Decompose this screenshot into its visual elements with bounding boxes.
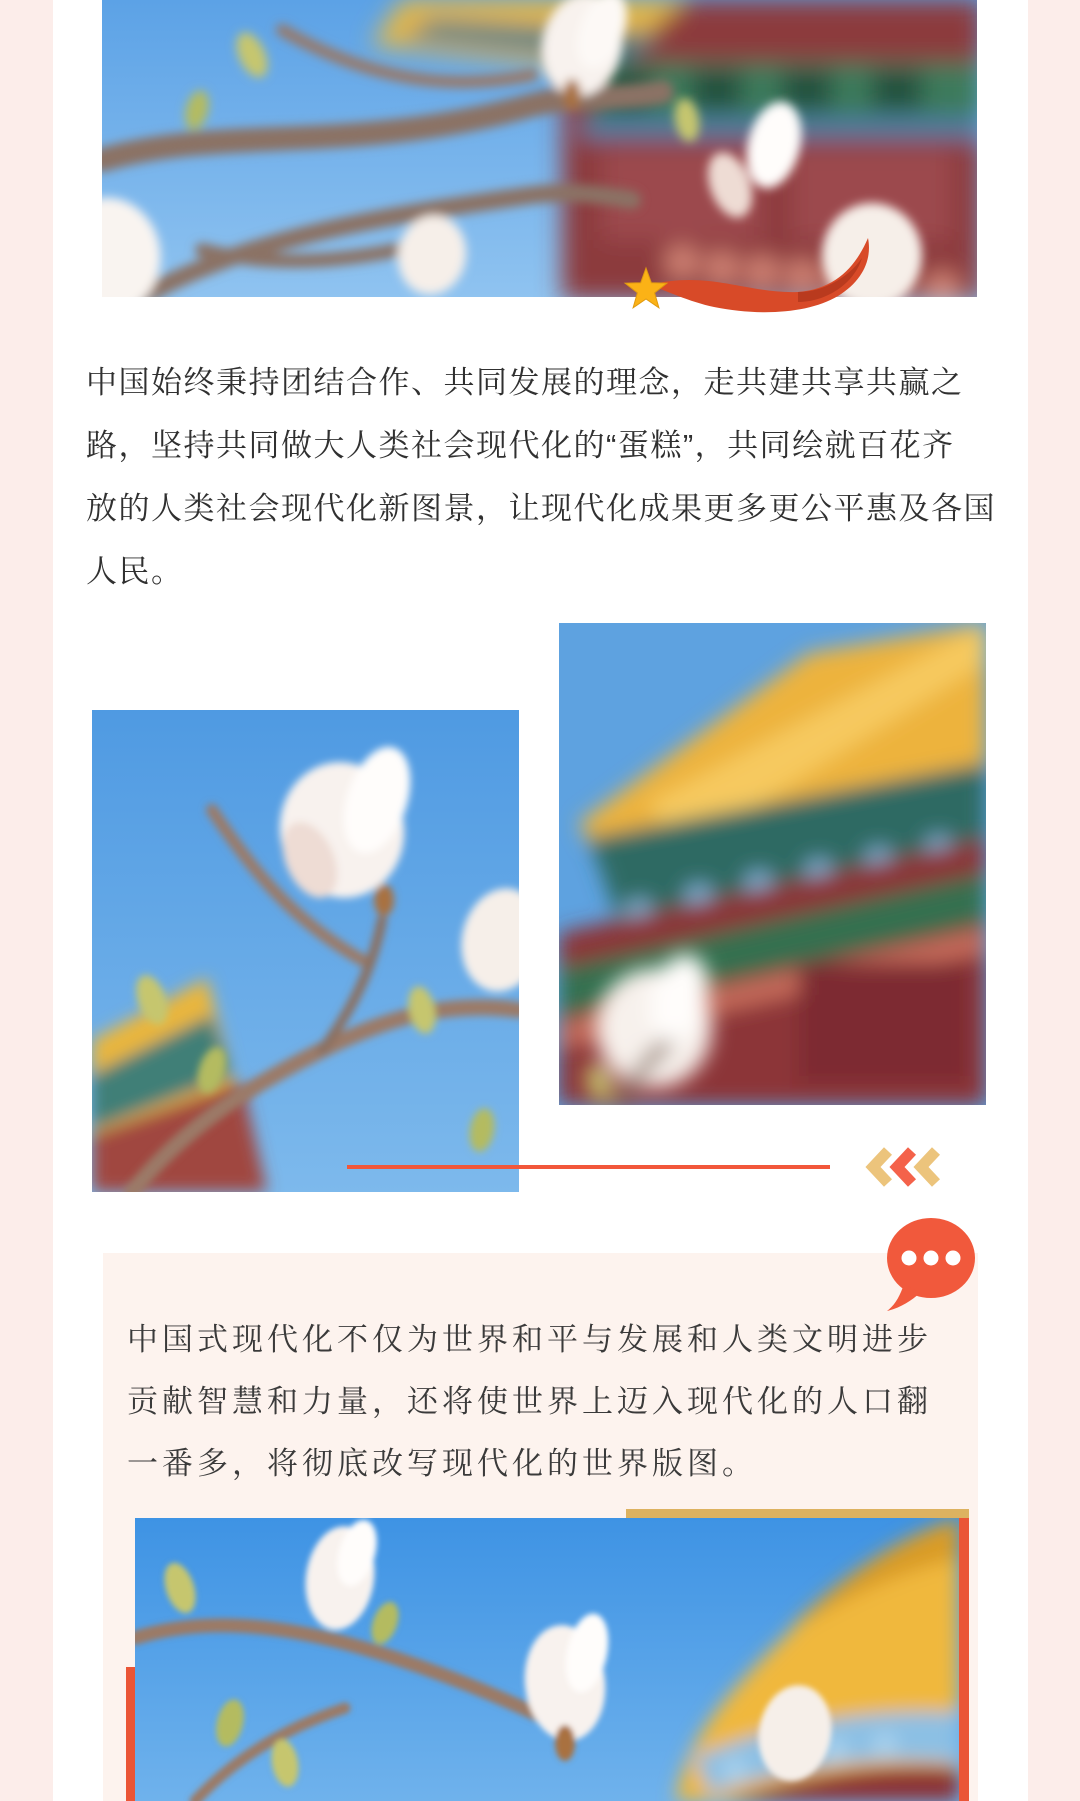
quote-line: 中国式现代化不仅为世界和平与发展和人类文明进步 <box>127 1322 932 1357</box>
gold-frame-accent <box>626 1509 969 1518</box>
left-photo-illustration <box>92 710 519 1192</box>
quote-line: 贡献智慧和力量，还将使世界上迈入现代化的人口翻 <box>127 1384 932 1419</box>
body-paragraph <box>86 351 996 603</box>
paragraph-line: 中国始终秉持团结合作、共同发展的理念，走共建共享共赢之 <box>86 365 964 400</box>
paragraph-line: 放的人类社会现代化新图景，让现代化成果更多更公平惠及各国 <box>86 491 996 526</box>
right-photo-illustration <box>559 623 986 1105</box>
orange-frame-right <box>959 1518 969 1801</box>
triple-left-chevron-icon <box>858 1147 940 1187</box>
paragraph-line: 人民。 <box>86 554 184 589</box>
quote-line: 一番多，将彻底改写现代化的世界版图。 <box>127 1446 757 1481</box>
ribbon-star-decoration <box>598 222 876 322</box>
ribbon-swoosh-icon <box>650 238 869 312</box>
paragraph-line: 路，坚持共同做大人类社会现代化的“蛋糕”，共同绘就百花齐 <box>86 428 955 463</box>
speech-bubble-icon <box>884 1216 978 1312</box>
orange-frame-left <box>126 1667 135 1801</box>
left-photo <box>92 710 519 1192</box>
bottom-photo-illustration <box>135 1518 959 1801</box>
quote-paragraph <box>127 1309 957 1495</box>
right-photo <box>559 623 986 1105</box>
star-icon <box>625 268 667 308</box>
bottom-photo <box>135 1518 959 1801</box>
accent-divider-line <box>347 1165 830 1169</box>
